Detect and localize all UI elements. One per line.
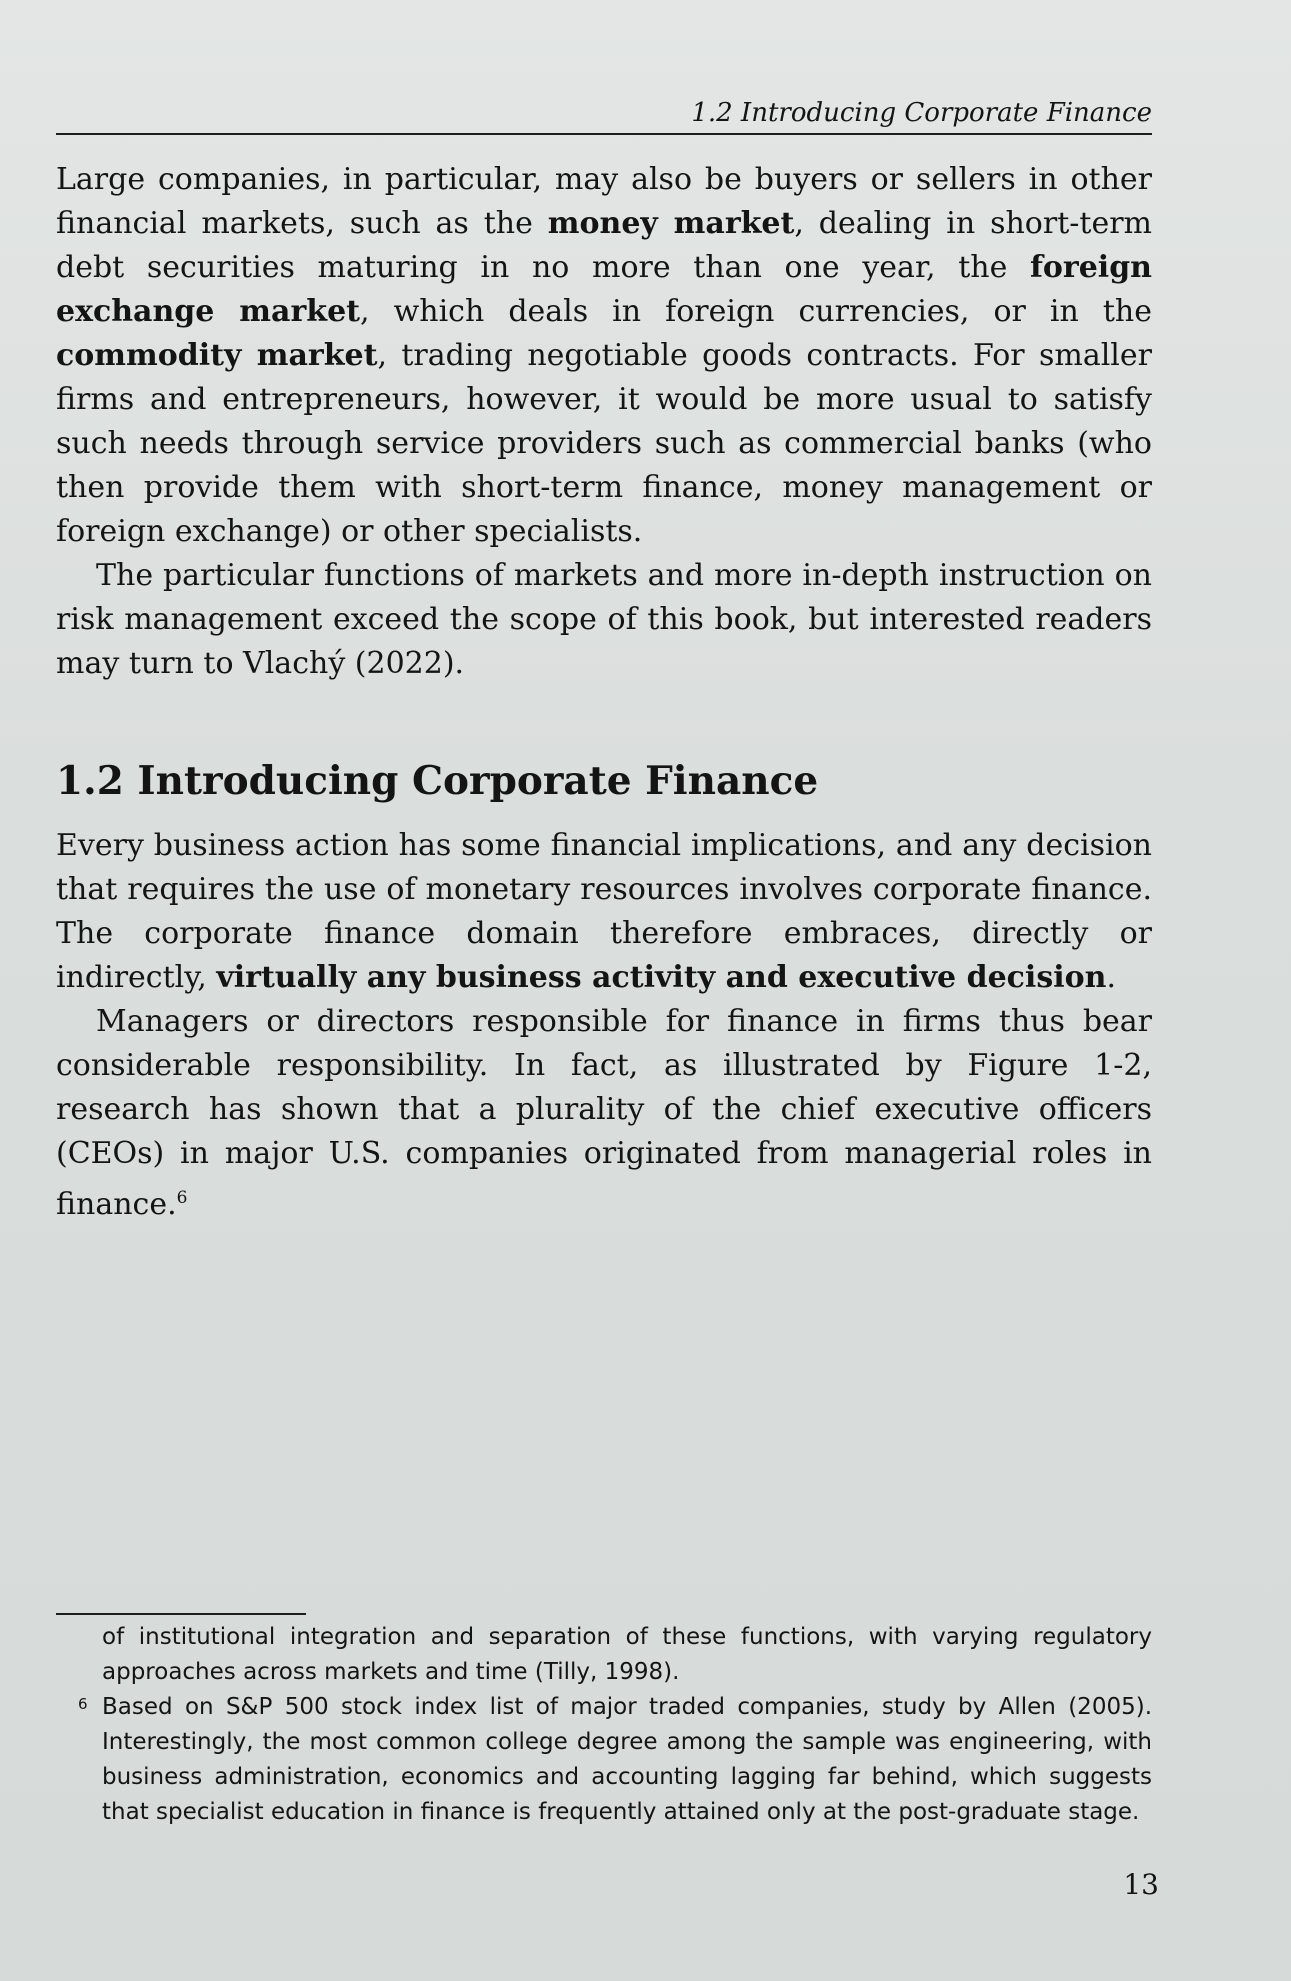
running-head: 1.2 Introducing Corporate Finance: [691, 98, 1152, 128]
paragraph-scope: The particular functions of markets and more in-depth instruction on risk management exceed the scope of this book, but interested readers may turn to Vlachý (2022).: [56, 558, 1152, 681]
body-text: [56, 158, 1152, 1227]
term-money-market: money market: [547, 206, 795, 241]
term-business-activity: virtually any business activity and executive decision: [216, 960, 1107, 995]
section-heading: 1.2 Introducing Corporate Finance: [56, 758, 819, 804]
footnote-6-text: Based on S&P 500 stock index list of major traded companies, study by Allen (2005). Interestingly, the most common college degree among the sample was engineering, with business administration, economics and accounting lagging far behind, which suggests that specialist education in finance is frequently attained only at the post-graduate stage.: [102, 1694, 1152, 1825]
page-number: 13: [1123, 1868, 1159, 1901]
footnote-rule: [56, 1613, 306, 1615]
footnotes: [56, 1620, 1152, 1830]
footnote-6: [56, 1690, 1152, 1830]
term-foreign-exchange-market: foreign exchange market: [56, 250, 1152, 329]
paragraph-financial-markets: Large companies, in particular, may also be buyers or sellers in other financial markets, such as the money market, dealing in short-term debt securities maturing in no more than one year, the foreign exchange market, which deals in foreign currencies, or in the commodity market, trading negotiable goods contracts. For smaller firms and entrepreneurs, however, it would be more usual to satisfy such needs through service providers such as commercial banks (who then provide them with short-term finance, money management or foreign exchange) or other specialists.: [56, 162, 1152, 549]
footnote-6-mark: 6: [78, 1695, 88, 1713]
header-rule: [56, 133, 1152, 135]
term-commodity-market: commodity market: [56, 338, 378, 373]
footnote-reference[interactable]: 6: [176, 1188, 188, 1208]
footnote-continued: of institutional integration and separation of these functions, with varying regulatory approaches across markets and time (Tilly, 1998).: [102, 1624, 1152, 1685]
paragraph-managers: Managers or directors responsible for finance in firms thus bear considerable responsibility. In fact, as illustrated by Figure 1-2, research has shown that a plurality of the chief executive officers (CEOs) in major U.S. companies originated from managerial roles in finance.$^6$: [56, 1004, 1152, 1222]
paragraph-business-action: Every business action has some financial implications, and any decision that requires the use of monetary resources involves corporate finance. The corporate finance domain therefore embraces, directly or indirectly, virtually any business activity and executive decision.: [56, 828, 1152, 995]
